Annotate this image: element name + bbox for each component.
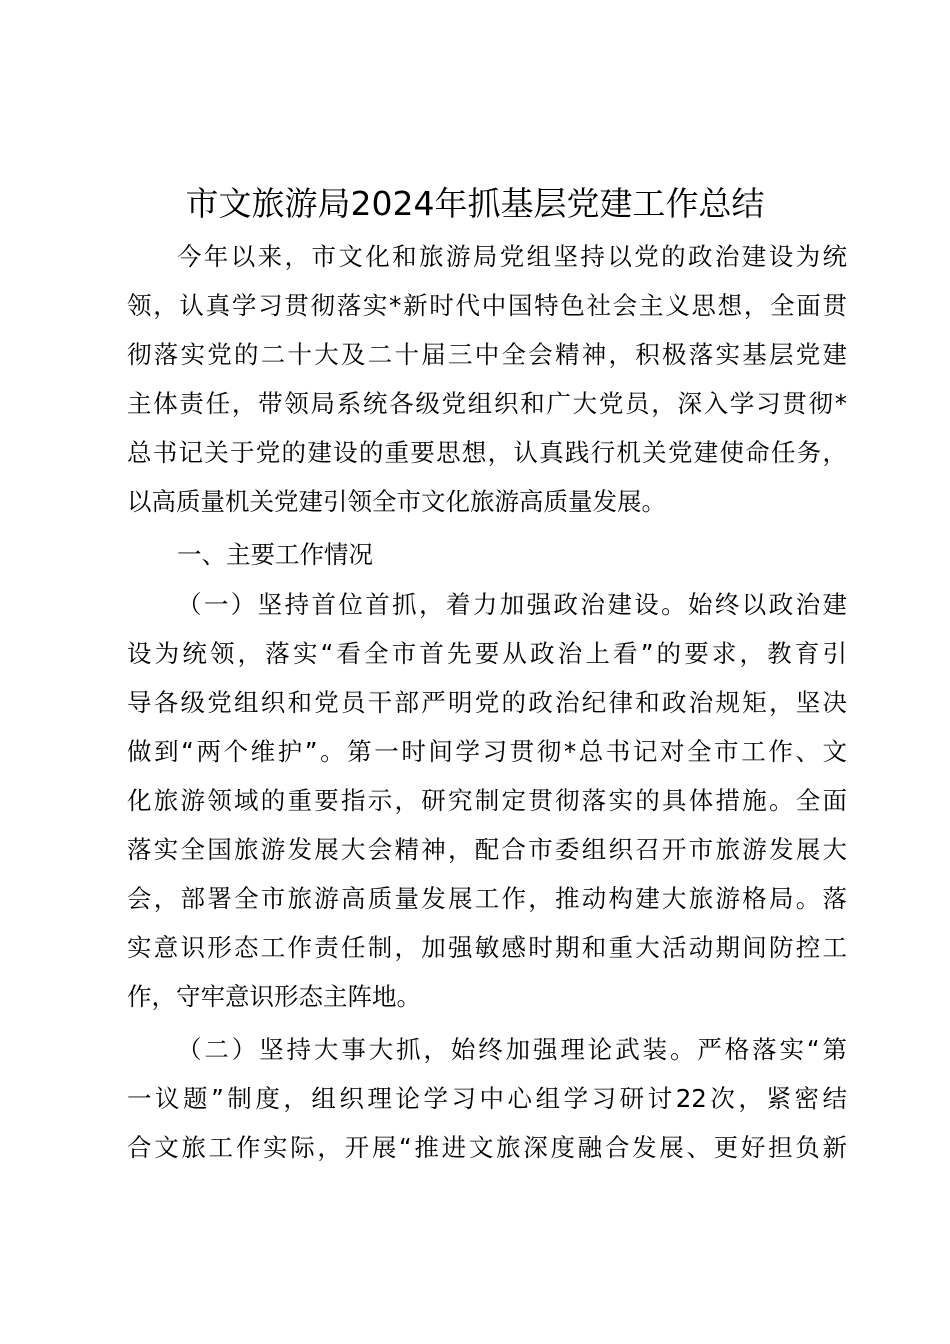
- paragraph-line: 作，守牢意识形态主阵地。: [127, 982, 421, 1011]
- paragraph-line: （一）坚持首位首抓，着力加强政治建设。始终以政治建: [177, 590, 847, 619]
- paragraph-line: 今年以来，市文化和旅游局党组坚持以党的政治建设为统: [177, 242, 847, 271]
- paragraph-political-building: [127, 580, 847, 1021]
- paragraph-line: 化旅游领域的重要指示，研究制定贯彻落实的具体措施。全面: [127, 786, 847, 815]
- paragraph-theory-study: [127, 1025, 847, 1172]
- paragraph-line: 以高质量机关党建引领全市文化旅游高质量发展。: [127, 487, 666, 516]
- paragraph-line: 会，部署全市旅游高质量发展工作，推动构建大旅游格局。落: [127, 884, 847, 913]
- paragraph-line: 实意识形态工作责任制，加强敏感时期和重大活动期间防控工: [127, 933, 847, 962]
- paragraph-line: 导各级党组织和党员干部严明党的政治纪律和政治规矩，坚决: [127, 688, 847, 717]
- paragraph-line: 合文旅工作实际，开展“推进文旅深度融合发展、更好担负新: [127, 1133, 847, 1162]
- paragraph-line: 领，认真学习贯彻落实*新时代中国特色社会主义思想，全面贯: [127, 291, 847, 320]
- paragraph-line: 落实全国旅游发展大会精神，配合市委组织召开市旅游发展大: [127, 835, 847, 864]
- paragraph-line: 做到“两个维护”。第一时间学习贯彻*总书记对全市工作、文: [127, 737, 847, 766]
- paragraph-intro: [127, 232, 847, 526]
- document-title: 市文旅游局2024年抓基层党建工作总结: [185, 184, 765, 223]
- paragraph-line: 一议题”制度，组织理论学习中心组学习研讨22次，紧密结: [127, 1084, 847, 1113]
- paragraph-line: 设为统领，落实“看全市首先要从政治上看”的要求，教育引: [127, 639, 847, 668]
- paragraph-line: 主体责任，带领局系统各级党组织和广大党员，深入学习贯彻*: [127, 389, 847, 418]
- paragraph-line: 总书记关于党的建设的重要思想，认真践行机关党建使命任务，: [127, 438, 847, 467]
- section-heading-text: 一、主要工作情况: [177, 540, 373, 569]
- paragraph-line: 彻落实党的二十大及二十届三中全会精神，积极落实基层党建: [127, 340, 847, 369]
- paragraph-line: （二）坚持大事大抓，始终加强理论武装。严格落实“第: [177, 1035, 847, 1064]
- section-heading: [127, 530, 847, 579]
